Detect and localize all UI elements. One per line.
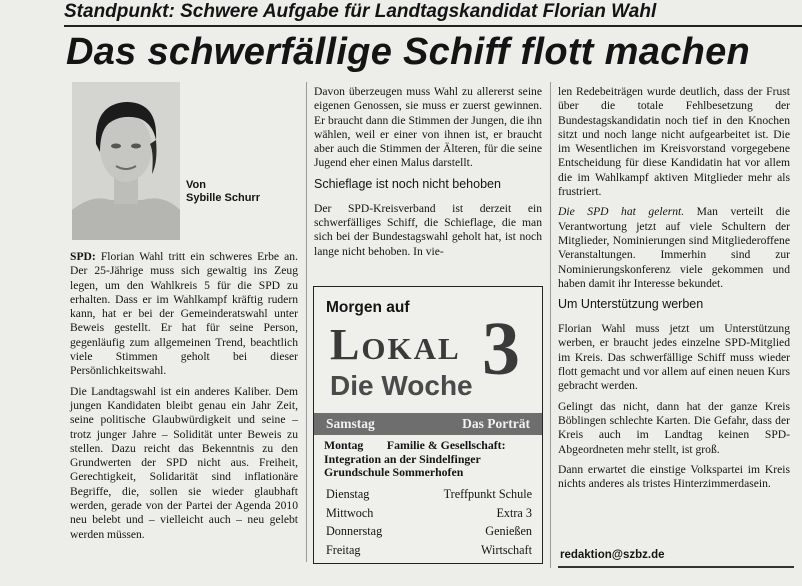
promo-montag-entry: Montag Familie & Gesellschaft: Integration an der Sindelfinger Grundschule Sommerhofen [324,438,509,479]
promo-lokal-logo: Lokal [330,320,461,369]
promo-bar-portraet: Das Porträt [462,416,530,431]
column-3 [558,85,790,497]
lokal3-promo-box [313,286,543,564]
column-3-paragraph-1: len Redebeiträgen wurde deutlich, dass der Frust über die totale Fehlbesetzung der Bundestagskandidatin noch tief in den Knochen sitzt und noch lange nicht aufgearbeitet ist. Die im Wesentlichen im Kreisvorstand vorgegebene Entscheidung für diese Kandidatin hat vor allem die im Wahlkampf aktiven Mitglieder mehr als frustriert. [558,85,790,199]
column-1 [70,250,298,548]
byline [186,179,260,205]
promo-die-woche: Die Woche [330,370,473,401]
bottom-rule [558,566,794,568]
promo-row [326,541,532,560]
lead-label: SPD: [70,250,96,263]
promo-row [326,504,532,523]
promo-day: Dienstag [326,487,370,501]
promo-weekday-list [326,485,532,559]
promo-morgen-auf: Morgen auf [326,299,410,316]
column-3-italic-lead: Die SPD hat gelernt. [558,205,685,219]
column-1-paragraph-2: Die Landtagswahl ist ein anderes Kaliber. Dem jungen Kandidaten bleibt genau ein Jahr Zeit, seine politische Glaubwürdigkeit und seine – trotz junger Jahre – Solidität unter Beweis zu stellen. Dazu reicht das Bekenntnis zu den Grundwerten der SPD nicht aus. Freiheit, Gerechtigkeit, Solidarität sind inflationäre Begriffe, die, sollen sie wieder glaubhaft werden, gerade von der Partei der Agenda 2010 neu belebt und – vielleicht auch – neu gelebt werden müssen. [70,384,298,541]
column-divider [550,82,551,568]
column-1-paragraph-1 [70,250,298,379]
promo-day: Freitag [326,542,361,557]
promo-row [326,522,532,541]
author-photo [72,82,180,240]
column-2 [314,85,542,265]
column-3-subhead: Um Unterstützung werben [558,297,704,312]
editorial-email: redaktion@szbz.de [560,549,665,561]
column-2-paragraph-1: Davon überzeugen muss Wahl zu allererst seine eigenen Genossen, sie muss er zuerst gewinnen. Er braucht dann die Stimmen der Jungen, die ihn wählen, weil er einer von ihnen ist, er braucht aber auch die Stimmen der Älteren, für die seine Jugend eher einen Malus darstellt. [314,85,542,170]
promo-topic: Genießen [485,524,532,538]
column-divider [306,82,307,562]
kicker-rule [64,25,802,27]
promo-day: Mittwoch [326,505,374,520]
column-3-paragraph-5: Dann erwartet die einstige Volkspartei im Kreis nichts anderes als tristes Hinterzimmerdasein. [558,462,790,491]
promo-number-3: 3 [482,307,520,391]
kicker-line: Standpunkt: Schwere Aufgabe für Landtagskandidat Florian Wahl [64,1,657,22]
column-3-text-2: Man verteilt die Verantwortung jetzt auf viele Schultern der Mitglieder, Nominierungen sind Mitgliederoffene Veranstaltungen. Immerhin sind zur Nominierungskonferenz viele gekommen und haben damit ihr Interesse bekundet. [558,205,790,290]
promo-topic: Extra 3 [496,505,532,520]
column-2-paragraph-2: Der SPD-Kreisverband ist derzeit ein schwerfälliges Schiff, die Schieflage, die man sich bei der Bundestagswahl geholt hat, ist noch lange nicht behoben. In vie- [314,201,542,258]
promo-day: Donnerstag [326,524,383,538]
column-1-text-1: Florian Wahl tritt ein schweres Erbe an. Der 25-Jährige muss sich gewaltig ins Zeug legen, um den Wahlkreis 5 für die SPD zu erhalten. Dass er im Wahlkampf kräftig rudern kann, hat er bei der Gemeinderatswahl unter Beweis gestellt. Er hat für seine Person, gegenläufig zum allgemeinen Trend, beachtlich viele Stimmen geholt bei dieser Persönlichkeitswahl. [70,250,298,378]
promo-row [326,485,532,504]
column-3-paragraph-4: Gelingt das nicht, dann hat der ganze Kreis Böblingen schlechte Karten. Die Gefahr, dass der Kreis auch im Landtag keinen SPD-Abgeordneten mehr stellt, ist groß. [558,399,790,456]
promo-saturday-bar [314,413,542,435]
byline-author: Sybille Schurr [186,192,260,204]
column-3-paragraph-3: Florian Wahl muss jetzt um Unterstützung werben, er braucht jedes einzelne SPD-Mitglied im Kreis. Das schwerfällige Schiff muss wieder flott gemacht und vor allem auf einen neuen Kurs gebracht werden. [558,322,790,393]
column-3-paragraph-2 [558,205,790,291]
promo-bar-samstag: Samstag [326,416,375,431]
promo-topic: Wirtschaft [481,542,532,557]
headline: Das schwerfällige Schiff flott machen [66,31,751,73]
byline-von: Von [186,179,206,191]
promo-topic: Treffpunkt Schule [443,487,532,501]
column-2-subhead: Schieflage ist noch nicht behoben [314,176,501,191]
